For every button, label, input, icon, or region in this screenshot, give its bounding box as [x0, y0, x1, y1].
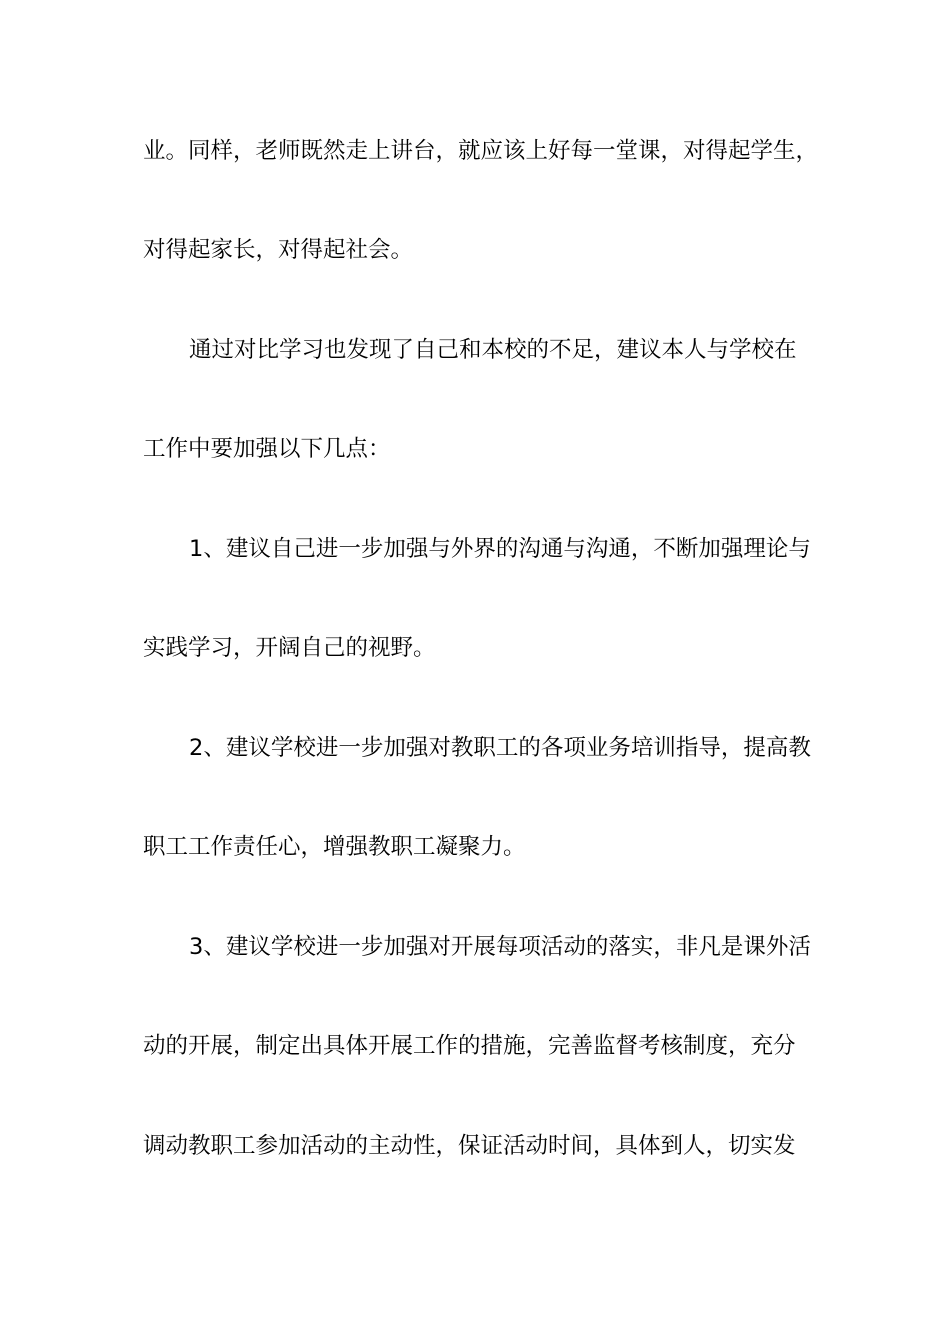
text-line: 工作中要加强以下几点：	[143, 436, 391, 462]
list-item-3-line: 3、建议学校进一步加强对开展每项活动的落实，非凡是课外活	[189, 934, 811, 960]
text-line: 实践学习，开阔自己的视野。	[143, 635, 436, 661]
text-line: 职工工作责任心，增强教职工凝聚力。	[143, 834, 526, 860]
text-line: 对得起家长，对得起社会。	[143, 237, 414, 263]
text-line: 业。同样，老师既然走上讲台，就应该上好每一堂课，对得起学生，	[143, 138, 819, 164]
list-item-2-line: 2、建议学校进一步加强对教职工的各项业务培训指导，提高教	[189, 735, 811, 761]
list-item-1-line: 1、建议自己进一步加强与外界的沟通与沟通，不断加强理论与	[189, 536, 811, 562]
paragraph-start-line: 通过对比学习也发现了自己和本校的不足，建议本人与学校在	[189, 337, 797, 363]
text-line: 动的开展，制定出具体开展工作的措施，完善监督考核制度，充分	[143, 1033, 796, 1059]
text-line: 调动教职工参加活动的主动性，保证活动时间，具体到人，切实发	[143, 1133, 796, 1159]
